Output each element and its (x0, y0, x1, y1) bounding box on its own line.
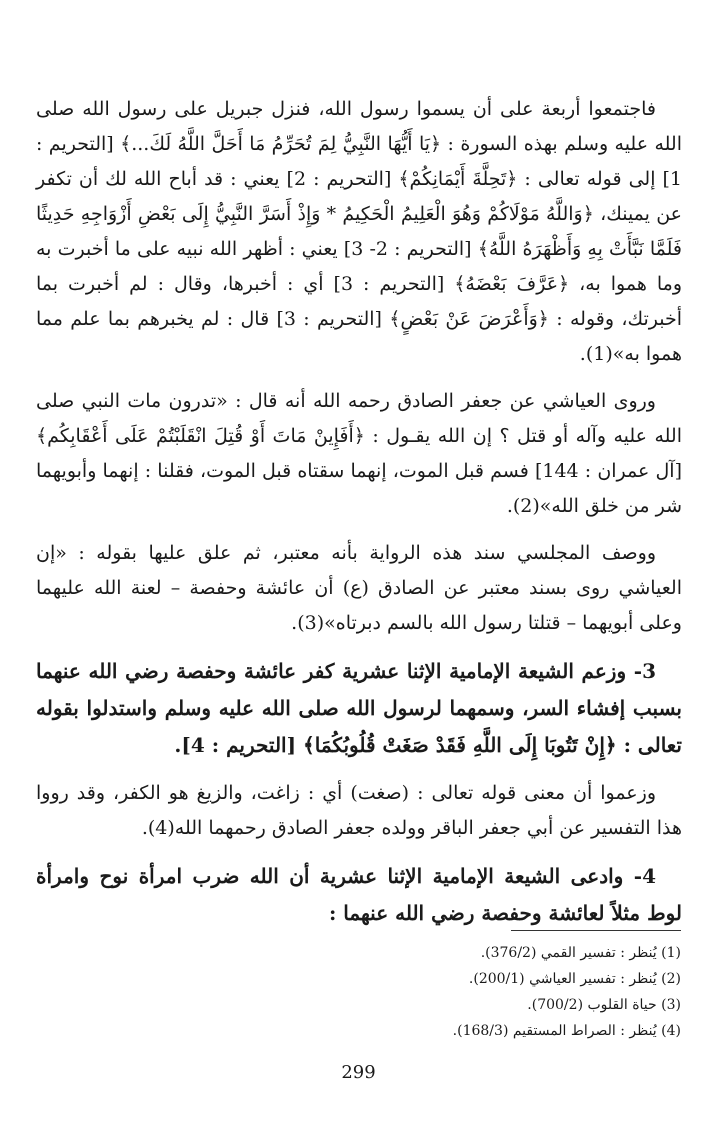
paragraph-3: ووصف المجلسي سند هذه الرواية بأنه معتبر، ثم علق عليها بقوله : «إن العياشي روى بسند معتبر عن الصادق (ع) أن عائشة وحفصة – لعنة الله عليهما وعلى أبويهما – قتلتا رسول الله بالسم دبرتاه»(3). (36, 542, 682, 634)
paragraph-4-heading: 3- وزعم الشيعة الإمامية الإثنا عشرية كفر عائشة وحفصة رضي الله عنهما بسبب إفشاء السر، وسمهما لرسول الله صلى الله عليه وسلم واستدلوا بقوله تعالى : ﴿إِنْ تَتُوبَا إِلَى اللَّهِ فَقَدْ صَغَتْ قُلُوبُكُمَا﴾ [التحريم : 4]. (36, 659, 682, 757)
paragraph-5: وزعموا أن معنى قوله تعالى : (صغت) أي : زاغت، والزيغ هو الكفر، وقد رووا هذا التفسير عن أبي جعفر الباقر وولده جعفر الصادق رحمهما الله(4). (36, 782, 682, 839)
footnotes (35, 940, 681, 1044)
paragraph-6-heading: 4- وادعى الشيعة الإمامية الإثنا عشرية أن الله ضرب امرأة نوح وامرأة لوط مثلاً لعائشة وحفصة رضي الله عنهما : (36, 864, 682, 925)
paragraph-2: وروى العياشي عن جعفر الصادق رحمه الله أنه قال : «تدرون مات النبي صلى الله عليه وآله أو قتل ؟ إن الله يقـول : ﴿أَفَإِينْ مَاتَ أَوْ قُتِلَ انْقَلَبْتُمْ عَلَى أَعْقَابِكُم﴾ [آل عمران : 144] فسم قبل الموت، إنهما سقتاه قبل الموت، فقلنا : إنهما وأبويهما شر من خلق الله»(2). (36, 390, 682, 517)
page-body (36, 92, 682, 944)
footnote-2: (2) يُنظر : تفسير العياشي (200/1). (468, 971, 681, 987)
page-number: 299 (341, 1062, 376, 1083)
footnote-1: (1) يُنظر : تفسير القمي (376/2). (480, 945, 681, 961)
footnote-3: (3) حياة القلوب (700/2). (527, 997, 681, 1013)
paragraph-1: فاجتمعوا أربعة على أن يسموا رسول الله، فنزل جبريل على رسول الله صلى الله عليه وسلم بهذه السورة : ﴿يَا أَيُّهَا النَّبِيُّ لِمَ تُحَرِّمُ مَا أَحَلَّ اللَّهُ لَكَ...﴾ [التحريم : 1] إلى قوله تعالى : ﴿تَحِلَّةَ أَيْمَانِكُمْ﴾ [التحريم : 2] يعني : قد أباح الله لك أن تكفر عن يمينك، ﴿وَاللَّهُ مَوْلَاكُمْ وَهُوَ الْعَلِيمُ الْحَكِيمُ * وَإِذْ أَسَرَّ النَّبِيُّ إِلَى بَعْضِ أَزْوَاجِهِ حَدِيثًا فَلَمَّا نَبَّأَتْ بِهِ وَأَظْهَرَهُ اللَّهُ﴾ [التحريم : 2- 3] يعني : أظهر الله نبيه على ما أخبرت به وما هموا به، ﴿عَرَّفَ بَعْضَهُ﴾ [التحريم : 3] أي : أخبرها، وقال : لم أخبرت بما أخبرتك، وقوله : ﴿وَأَعْرَضَ عَنْ بَعْضٍ﴾ [التحريم : 3] قال : لم يخبرهم بما علم مما هموا به»(1). (36, 98, 683, 365)
footnote-4: (4) يُنظر : الصراط المستقيم (168/3). (452, 1023, 681, 1039)
footnote-divider (511, 930, 681, 931)
